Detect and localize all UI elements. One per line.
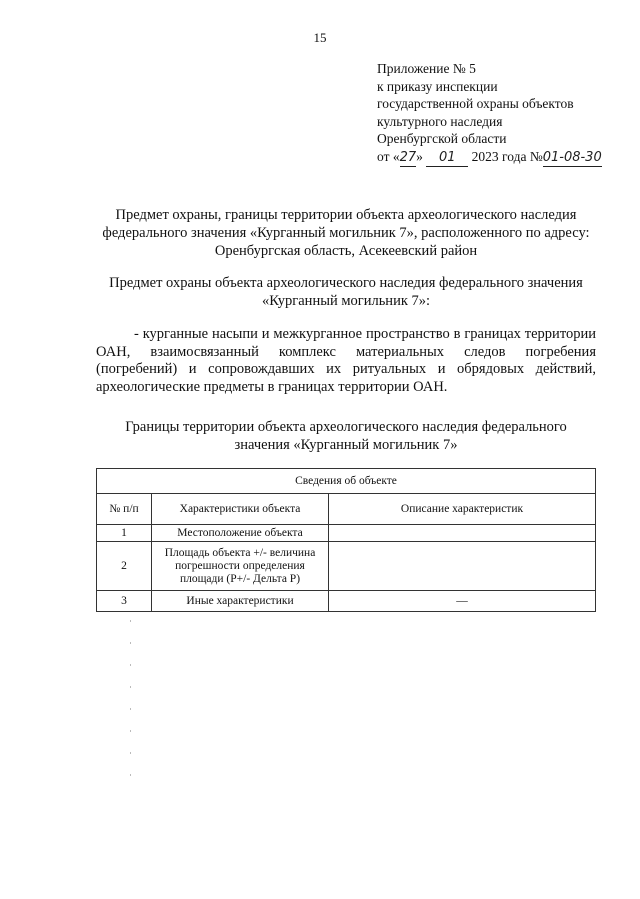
document-title: Предмет охраны, границы территории объекта археологического наследия федерального значения «Курганный могильник 7», расположенного по адресу: Оренбургская область, Асекеевский район [102,207,590,259]
handwritten-day: 27 [400,149,417,168]
appendix-line-4: культурного наследия [377,113,503,129]
appendix-header [377,60,627,167]
row-1-description [329,525,596,542]
row-3-characteristic: Иные характеристики [152,591,329,612]
territory-boundaries-heading: Границы территории объекта археологического наследия федерального значения «Курганный могильник 7» [125,419,567,453]
table-caption-row [97,469,596,494]
handwritten-doc-number: 01-08-30 [543,149,602,168]
table-caption: Сведения об объекте [97,469,596,494]
header-num: № п/п [97,494,152,525]
row-1-num: 1 [97,525,152,542]
page-number: 15 [313,30,327,45]
header-description: Описание характеристик [329,494,596,525]
row-2-num: 2 [97,542,152,591]
table-row [97,525,596,542]
row-2-characteristic: Площадь объекта +/- величина погрешности определения площади (P+/- Дельта P) [152,542,329,591]
row-3-description: — [329,591,596,612]
scan-margin-marks [130,620,131,790]
appendix-date-line [377,148,627,168]
header-characteristic: Характеристики объекта [152,494,329,525]
table-header-row [97,494,596,525]
table-row [97,591,596,612]
protection-subject-heading: Предмет охраны объекта археологического наследия федерального значения «Курганный могильник 7»: [109,275,583,309]
row-3-num: 3 [97,591,152,612]
handwritten-month: 01 [426,149,468,168]
object-info-table [96,468,596,612]
appendix-line-1: Приложение № 5 [377,61,476,76]
row-1-characteristic: Местоположение объекта [152,525,329,542]
appendix-line-2: к приказу инспекции [377,78,498,94]
appendix-line-3: государственной охраны объектов [377,96,574,111]
table-row [97,542,596,591]
row-2-description [329,542,596,591]
date-mid: » [416,148,423,164]
date-year: 2023 года № [471,148,543,164]
protection-subject-text: - курганные насыпи и межкурганное пространство в границах территории ОАН, взаимосвязанный комплекс материальных следов погребения (погребений) и сопровождавших их ритуальных и обрядовых действий, археологические предметы в границах территории ОАН. [96,326,596,395]
appendix-line-5: Оренбургской области [377,131,507,146]
date-prefix: от « [377,148,400,164]
